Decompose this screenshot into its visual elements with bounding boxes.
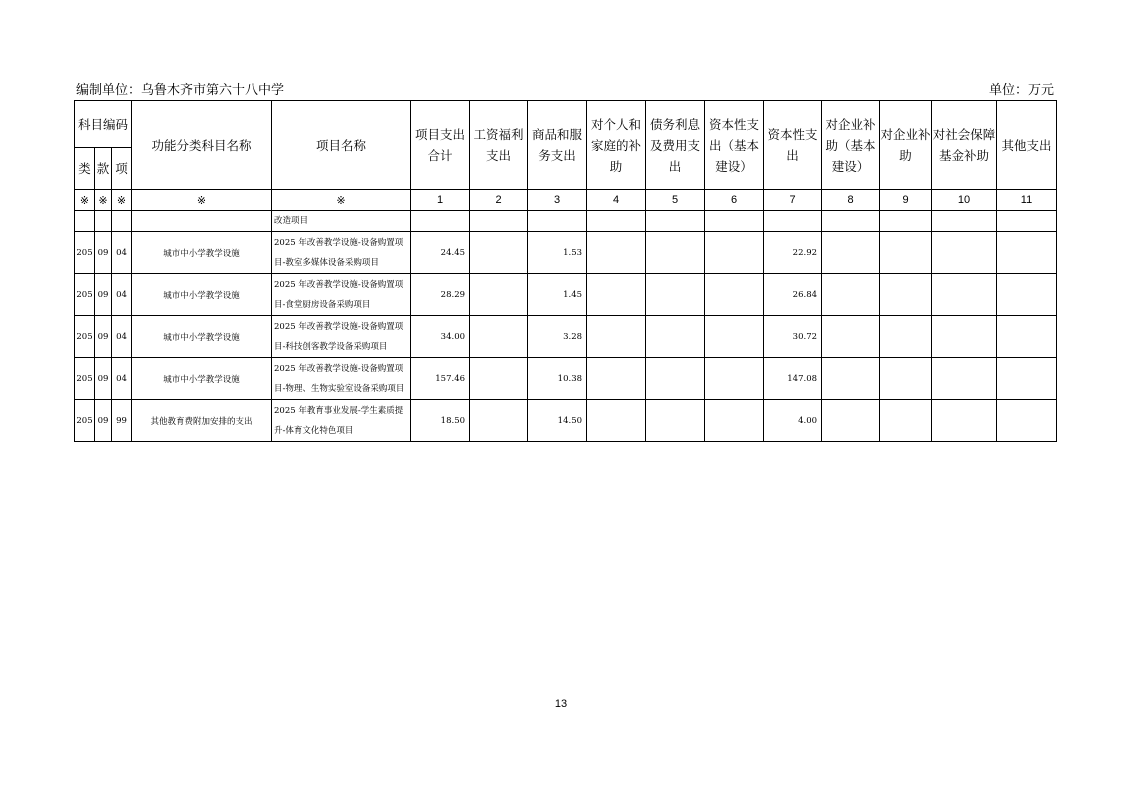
- currency-unit: 单位：万元: [988, 83, 1054, 98]
- project-name-line: 2025 年改善教学设施-设备购置项: [274, 237, 404, 248]
- goods-services-cell: 1.53: [528, 232, 587, 274]
- column-number: 4: [587, 190, 646, 211]
- project-expenditure-table: [74, 100, 1057, 442]
- project-name-line: 2025 年教育事业发展-学生素质提: [274, 405, 404, 416]
- table-row: [75, 232, 1057, 274]
- capital-cell: 22.92: [764, 232, 822, 274]
- goods-services-cell: 1.45: [528, 274, 587, 316]
- total-cell: 157.46: [411, 358, 470, 400]
- header-project-name: 项目名称: [272, 101, 411, 190]
- marker-cell: ※: [132, 190, 272, 211]
- header-function-name: 功能分类科目名称: [132, 101, 272, 190]
- total-cell: 24.45: [411, 232, 470, 274]
- table-row: [75, 358, 1057, 400]
- continuation-row: [75, 211, 1057, 232]
- capital-cell: 30.72: [764, 316, 822, 358]
- column-number: 9: [880, 190, 932, 211]
- capital-cell: 4.00: [764, 400, 822, 442]
- table-row: [75, 274, 1057, 316]
- column-number: 2: [470, 190, 528, 211]
- header-col-5: 债务利息及费用支出: [646, 101, 705, 190]
- kuan-cell: 09: [95, 232, 112, 274]
- total-cell: 28.29: [411, 274, 470, 316]
- column-number: 11: [997, 190, 1057, 211]
- xiang-cell: 04: [112, 232, 132, 274]
- goods-services-cell: 3.28: [528, 316, 587, 358]
- function-name-cell: 城市中小学教学设施: [132, 274, 272, 316]
- lei-cell: 205: [75, 316, 95, 358]
- header-col-3: 商品和服务支出: [528, 101, 587, 190]
- header-col-6: 资本性支出（基本建设）: [705, 101, 764, 190]
- header-col-7: 资本性支出: [764, 101, 822, 190]
- xiang-cell: 04: [112, 358, 132, 400]
- page-number: 13: [554, 698, 568, 710]
- function-name-cell: 城市中小学教学设施: [132, 358, 272, 400]
- goods-services-cell: 10.38: [528, 358, 587, 400]
- project-name-line: 2025 年改善教学设施-设备购置项: [274, 279, 404, 290]
- lei-cell: 205: [75, 274, 95, 316]
- project-name-line: 目-教室多媒体设备采购项目: [274, 257, 379, 268]
- kuan-cell: 09: [95, 400, 112, 442]
- header-kuan: 款: [95, 148, 112, 190]
- project-name-line: 2025 年改善教学设施-设备购置项: [274, 363, 404, 374]
- marker-cell: ※: [75, 190, 95, 211]
- project-name-cell: [272, 316, 411, 358]
- total-cell: 18.50: [411, 400, 470, 442]
- kuan-cell: 09: [95, 316, 112, 358]
- column-number: 3: [528, 190, 587, 211]
- kuan-cell: 09: [95, 274, 112, 316]
- project-name-continuation: 改造项目: [272, 211, 411, 232]
- marker-cell: ※: [272, 190, 411, 211]
- xiang-cell: 04: [112, 316, 132, 358]
- project-name-line: 2025 年改善教学设施-设备购置项: [274, 321, 404, 332]
- project-name-cell: [272, 274, 411, 316]
- kuan-cell: 09: [95, 358, 112, 400]
- column-number: 7: [764, 190, 822, 211]
- header-col-1: 项目支出合计: [411, 101, 470, 190]
- compiling-unit: 编制单位：乌鲁木齐市第六十八中学: [76, 83, 285, 98]
- goods-services-cell: 14.50: [528, 400, 587, 442]
- header-lei: 类: [75, 148, 95, 190]
- project-name-cell: [272, 232, 411, 274]
- project-name-line: 目-食堂厨房设备采购项目: [274, 299, 371, 310]
- capital-cell: 26.84: [764, 274, 822, 316]
- header-col-9: 对企业补助: [880, 101, 932, 190]
- column-number: 8: [822, 190, 880, 211]
- project-name-cell: [272, 358, 411, 400]
- header-col-4: 对个人和家庭的补助: [587, 101, 646, 190]
- project-name-cell: [272, 400, 411, 442]
- table-row: [75, 316, 1057, 358]
- project-name-line: 目-科技创客教学设备采购项目: [274, 341, 388, 352]
- capital-cell: 147.08: [764, 358, 822, 400]
- header-xiang: 项: [112, 148, 132, 190]
- function-name-cell: 城市中小学教学设施: [132, 316, 272, 358]
- lei-cell: 205: [75, 400, 95, 442]
- xiang-cell: 04: [112, 274, 132, 316]
- column-number: 6: [705, 190, 764, 211]
- function-name-cell: 其他教育费附加安排的支出: [132, 400, 272, 442]
- header-col-8: 对企业补助（基本建设）: [822, 101, 880, 190]
- marker-cell: ※: [95, 190, 112, 211]
- column-number: 10: [932, 190, 997, 211]
- header-col-11: 其他支出: [997, 101, 1057, 190]
- function-name-cell: 城市中小学教学设施: [132, 232, 272, 274]
- column-number-row: [75, 190, 1057, 211]
- project-name-line: 目-物理、生物实验室设备采购项目: [274, 383, 405, 394]
- project-name-line: 升-体育文化特色项目: [274, 425, 354, 436]
- xiang-cell: 99: [112, 400, 132, 442]
- column-number: 5: [646, 190, 705, 211]
- lei-cell: 205: [75, 358, 95, 400]
- column-number: 1: [411, 190, 470, 211]
- total-cell: 34.00: [411, 316, 470, 358]
- table-row: [75, 400, 1057, 442]
- marker-cell: ※: [112, 190, 132, 211]
- header-col-2: 工资福利支出: [470, 101, 528, 190]
- lei-cell: 205: [75, 232, 95, 274]
- header-col-10: 对社会保障基金补助: [932, 101, 997, 190]
- header-subject-code: 科目编码: [75, 101, 132, 148]
